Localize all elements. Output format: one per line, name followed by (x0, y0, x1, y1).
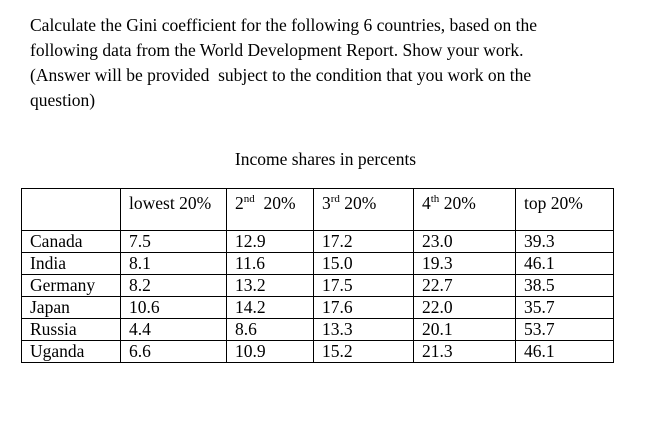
country-cell: Uganda (22, 341, 121, 363)
header-cell-2nd-20 (227, 189, 314, 231)
value-cell: 11.6 (227, 253, 314, 275)
value-cell: 4.4 (121, 319, 227, 341)
question-text (30, 13, 537, 113)
header-label: 20% (254, 193, 296, 213)
value-cell: 46.1 (516, 253, 614, 275)
table-row (22, 297, 614, 319)
country-cell: Japan (22, 297, 121, 319)
table-row (22, 341, 614, 363)
header-label: 4 (422, 193, 431, 213)
value-cell: 10.9 (227, 341, 314, 363)
value-cell: 17.5 (314, 275, 414, 297)
header-cell-top-20 (516, 189, 614, 231)
value-cell: 20.1 (414, 319, 516, 341)
income-shares-table (21, 188, 614, 363)
value-cell: 35.7 (516, 297, 614, 319)
value-cell: 22.0 (414, 297, 516, 319)
country-cell: Germany (22, 275, 121, 297)
header-ordinal: th (430, 193, 440, 206)
value-cell: 13.2 (227, 275, 314, 297)
value-cell: 23.0 (414, 231, 516, 253)
value-cell: 15.0 (314, 253, 414, 275)
value-cell: 8.1 (121, 253, 227, 275)
value-cell: 17.6 (314, 297, 414, 319)
value-cell: 13.3 (314, 319, 414, 341)
table-header-row (22, 189, 614, 231)
value-cell: 39.3 (516, 231, 614, 253)
value-cell: 6.6 (121, 341, 227, 363)
header-ordinal: rd (330, 193, 340, 206)
value-cell: 19.3 (414, 253, 516, 275)
header-label: 3 (322, 193, 331, 213)
value-cell: 53.7 (516, 319, 614, 341)
value-cell: 12.9 (227, 231, 314, 253)
table-row (22, 231, 614, 253)
header-cell-3rd-20 (314, 189, 414, 231)
header-label: top 20% (524, 193, 583, 213)
question-line: following data from the World Development Report. Show your work. (30, 40, 524, 60)
header-label: lowest 20% (129, 193, 212, 213)
value-cell: 22.7 (414, 275, 516, 297)
header-label: 20% (339, 193, 377, 213)
value-cell: 8.2 (121, 275, 227, 297)
table-title: Income shares in percents (234, 149, 417, 169)
value-cell: 10.6 (121, 297, 227, 319)
header-ordinal: nd (243, 193, 255, 206)
question-line: (Answer will be provided subject to the condition that you work on the (30, 65, 532, 85)
value-cell: 46.1 (516, 341, 614, 363)
table-row (22, 253, 614, 275)
table-row (22, 319, 614, 341)
header-label: 20% (439, 193, 476, 213)
header-cell-corner (22, 189, 121, 231)
question-line: Calculate the Gini coefficient for the following 6 countries, based on the (30, 15, 538, 35)
country-cell: Russia (22, 319, 121, 341)
value-cell: 7.5 (121, 231, 227, 253)
question-line: question) (30, 90, 96, 110)
value-cell: 8.6 (227, 319, 314, 341)
value-cell: 38.5 (516, 275, 614, 297)
country-cell: India (22, 253, 121, 275)
header-label: 2 (235, 193, 244, 213)
header-cell-4th-20 (414, 189, 516, 231)
value-cell: 21.3 (414, 341, 516, 363)
value-cell: 15.2 (314, 341, 414, 363)
value-cell: 17.2 (314, 231, 414, 253)
header-cell-lowest-20 (121, 189, 227, 231)
country-cell: Canada (22, 231, 121, 253)
value-cell: 14.2 (227, 297, 314, 319)
table-row (22, 275, 614, 297)
